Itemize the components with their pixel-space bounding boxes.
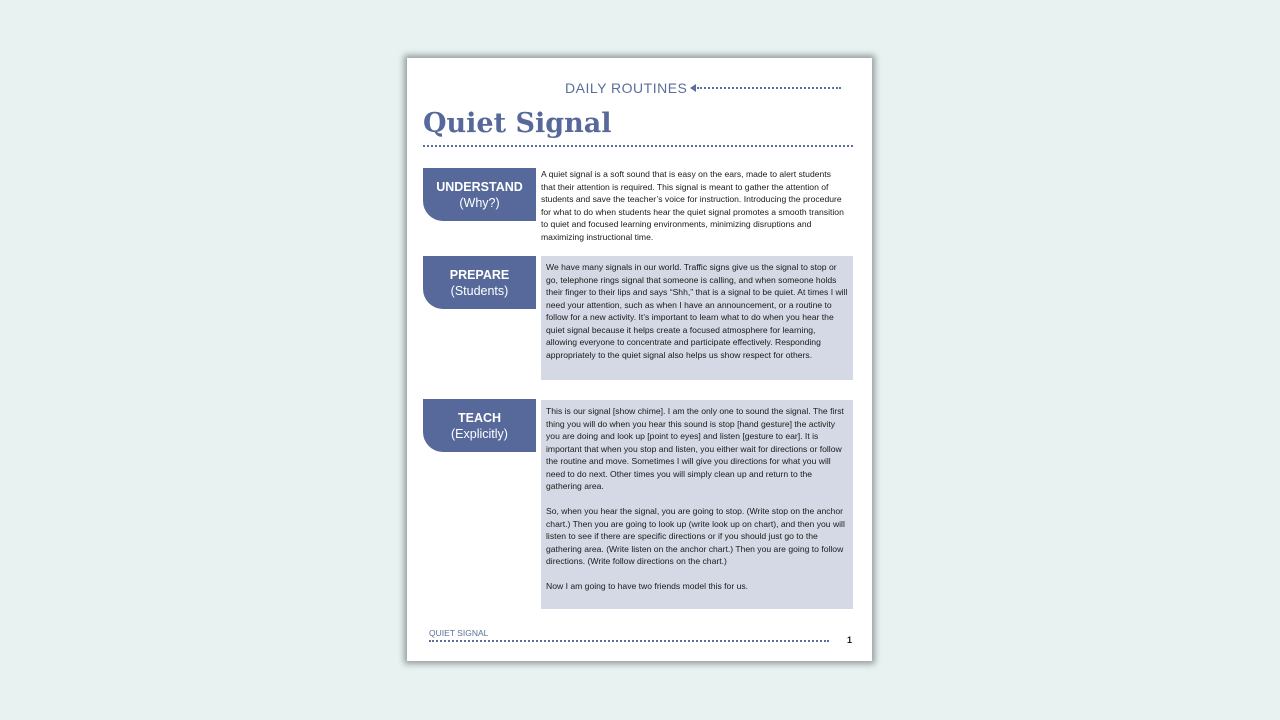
footer-label: QUIET SIGNAL xyxy=(429,628,489,638)
teach-text-box xyxy=(541,400,853,609)
teach-tab-title: TEACH xyxy=(457,410,502,425)
understand-tab-title: UNDERSTAND xyxy=(436,179,523,194)
page-number: 1 xyxy=(847,635,853,645)
prepare-tab-title: PREPARE xyxy=(449,267,510,282)
footer-dotted-line xyxy=(429,640,829,642)
understand-paragraph: A quiet signal is a soft sound that is easy on the ears, made to alert students that their attention is required. This signal is meant to gather the attention of students and save the teacher’s voice for instruction. Introducing the procedure for what to do when students hear the quiet signal promotes a smooth transition to quiet and focused learning environments, minimizing disruptions and maximizing instructional time. xyxy=(541,169,844,242)
arrow-left-icon xyxy=(690,84,696,92)
title-divider xyxy=(423,145,853,147)
page-title: Quiet Signal xyxy=(423,108,612,139)
teach-paragraph-1: This is our signal [show chime]. I am the only one to sound the signal. The first thing you will do when you hear this sound is stop [hand gesture] the activity you are doing and look up [point to eyes] and listen [gesture to ear]. It is important that when you stop and listen, you either wait for directions or follow the routine and move. Sometimes I will give you directions for what you will need to do next. Other times you will simply clean up and return to the gathering area. xyxy=(546,406,844,491)
teach-tab-subtitle: (Explicitly) xyxy=(451,426,508,441)
prepare-tab xyxy=(423,256,536,309)
teach-paragraph-2: So, when you hear the signal, you are going to stop. (Write stop on the anchor chart.) Then you are going to look up (write look up on chart), and then you will listen to see if there are specific directions or if you should just go to the gathering area. (Write listen on the anchor chart.) Then you are going to follow directions. (Write follow directions on the chart.) xyxy=(546,506,845,566)
section-header-label: DAILY ROUTINES xyxy=(565,80,688,96)
document-page xyxy=(407,58,872,661)
understand-text xyxy=(541,168,846,243)
header-dotted-line xyxy=(697,87,841,89)
prepare-tab-subtitle: (Students) xyxy=(450,283,509,298)
understand-tab xyxy=(423,168,536,221)
understand-tab-subtitle: (Why?) xyxy=(459,195,500,210)
teach-paragraph-3: Now I am going to have two friends model this for us. xyxy=(546,581,749,591)
prepare-paragraph: We have many signals in our world. Traffic signs give us the signal to stop or go, telephone rings signal that someone is calling, and when someone holds their finger to their lips and says “Shh,” that is a signal to be quiet. At times I will need your attention, such as when I have an announcement, or a routine to follow for a new activity. It’s important to learn what to do when you hear the quiet signal because it helps create a focused atmosphere for learning, allowing everyone to concentrate and participate effectively. Responding appropriately to the quiet signal also helps us show respect for others. xyxy=(546,262,848,360)
prepare-text-box xyxy=(541,256,853,380)
teach-tab xyxy=(423,399,536,452)
